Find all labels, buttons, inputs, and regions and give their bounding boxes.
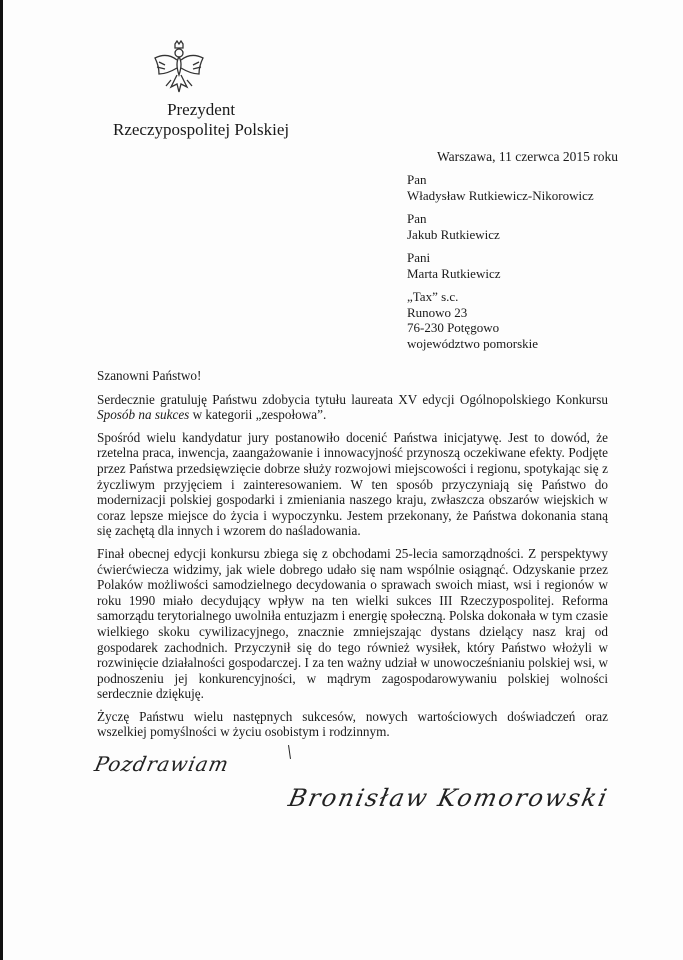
- address-line: województwo pomorskie: [407, 335, 539, 351]
- recipient-block: [407, 172, 594, 351]
- address-line: „Tax” s.c.: [407, 289, 459, 304]
- letterhead: [113, 100, 289, 140]
- text: Serdecznie gratuluję Państwu zdobycia tytułu laureata XV edycji Ogólnopolskiego Konkursu: [97, 391, 608, 407]
- recipient-name: Władysław Rutkiewicz-Nikorowicz: [407, 187, 594, 203]
- contest-name: Sposób na sukces: [97, 407, 190, 423]
- paragraph-2: Spośród wielu kandydatur jury postanowiło docenić Państwa inicjatywę. Jest to dowód, że rzetelna praca, inwencja, zaangażowanie i innowacyjność przynoszą oczekiwane efekty. Podjęte przez Państwa przedsięwzięcie dobrze służy rozwojowi miejscowości i regionu, spotykając się z życzliwym przyjęciem i zainteresowaniem. W ten sposób przyczyniają się Państwo do modernizacji polskiej gospodarki i zmieniania naszego kraju, zwłaszcza obszarów wiejskich w coraz lepsze miejsce do życia i wypoczynku. Jestem przekonany, że Państwa dokonania staną się zachętą dla innych i wzorem do naśladowania.: [97, 429, 608, 539]
- recipient-title: Pan: [407, 172, 427, 187]
- signature-closing: Pozdrawiam: [92, 752, 232, 776]
- recipient-title: Pani: [407, 250, 431, 265]
- text: w kategorii „zespołowa”.: [189, 407, 327, 423]
- address-line: Runowo 23: [407, 304, 468, 320]
- paragraph-1: [97, 392, 608, 423]
- polish-eagle-icon: [151, 40, 207, 96]
- address-line: 76-230 Potęgowo: [407, 320, 500, 335]
- letterhead-line1: Prezydent: [167, 100, 236, 119]
- letter-body: [97, 368, 608, 747]
- letterhead-line2: Rzeczypospolitej Polskiej: [113, 120, 290, 139]
- paragraph-3: Finał obecnej edycji konkursu zbiega się z obchodami 25-lecia samorządności. Z perspektywy ćwierćwiecza widzimy, jak wiele dobrego udało się nam wspólnie osiągnąć. Odzyskanie przez Polaków możliwości samodzielnego decydowania o sprawach swoich miast, wsi i regionów w roku 1990 miało decydujący wpływ na ten wielki sukces III Rzeczypospolitej. Reforma samorządu terytorialnego uwolniła entuzjazm i energię społeczną. Polska dokonała w tym czasie wielkiego skoku cywilizacyjnego, znacznie zmniejszając dystans dzielący nasz kraj od gospodarek zachodnich. Przyczynił się do tego również wysiłek, który Państwo włożyli w rozwinięcie działalności gospodarczej. I za ten ważny udział w unowocześnianiu polskiej wsi, w podnoszeniu jej konkurencyjności, w mądrym zagospodarowywaniu polskiej wolności serdecznie dziękuję.: [97, 545, 608, 702]
- recipient-title: Pan: [407, 211, 427, 226]
- recipient: [407, 211, 594, 242]
- recipient: [407, 250, 594, 281]
- signature-name: Bronisław Komorowski: [286, 784, 612, 812]
- paragraph-4: Życzę Państwu wielu następnych sukcesów, nowych wartościowych doświadczeń oraz wszelkiej pomyślności w życiu osobistym i rodzinnym.: [97, 708, 608, 740]
- letter-date: Warszawa, 11 czerwca 2015 roku: [437, 149, 618, 164]
- salutation: Szanowni Państwo!: [97, 368, 202, 383]
- recipient-name: Jakub Rutkiewicz: [407, 226, 500, 242]
- pen-mark: [288, 745, 291, 759]
- address: [407, 289, 594, 351]
- recipient-name: Marta Rutkiewicz: [407, 265, 501, 281]
- recipient: [407, 172, 594, 203]
